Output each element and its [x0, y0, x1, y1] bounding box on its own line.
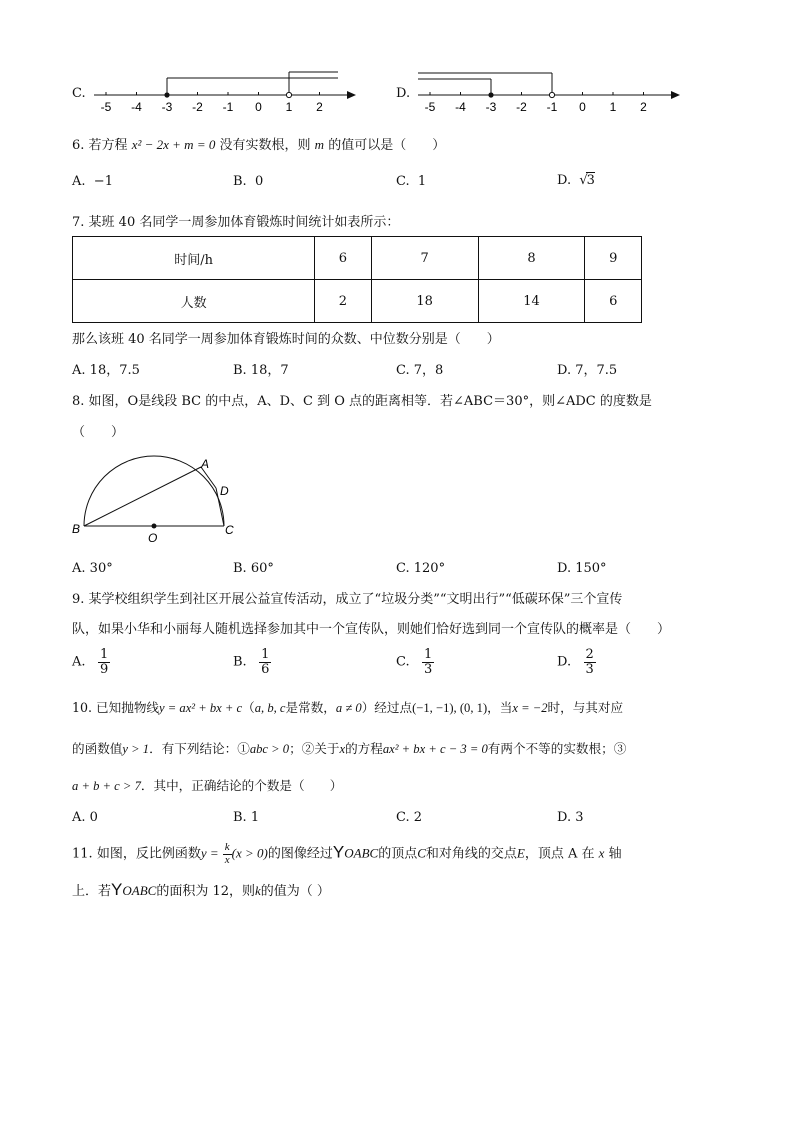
text: 的方程: [345, 741, 383, 756]
fraction-k-over-x: [223, 842, 232, 866]
q7-option-c: [396, 363, 443, 379]
conclusion-2-equation: ax² + bx + c − 3 = 0: [382, 742, 488, 756]
coefficients: a, b, c: [254, 701, 286, 715]
q7-option-a: [72, 363, 140, 379]
text: （: [242, 700, 255, 715]
table-cell: 时间/h: [73, 237, 315, 280]
text: 时，与其对应: [547, 700, 624, 715]
denominator: 3: [424, 661, 433, 677]
option-label: A.: [72, 654, 86, 670]
q8-option-c: [396, 561, 445, 577]
q6-option-c: [396, 174, 426, 190]
function-y: y =: [200, 845, 219, 861]
text: 的图像经过: [267, 846, 333, 862]
label-a: A: [201, 457, 210, 471]
table-cell: 9: [585, 237, 642, 280]
q11-stem-line1: [72, 842, 622, 866]
tick-label: -2: [192, 100, 203, 114]
option-value: 150°: [575, 561, 607, 576]
option-value: 7，8: [413, 363, 444, 378]
text: ，顶点 A 在: [524, 846, 595, 862]
q7-stem: [72, 215, 399, 231]
denominator: 6: [261, 661, 270, 677]
solid-point-minus-3: [488, 92, 493, 97]
tick-label: 0: [579, 100, 586, 114]
condition: a ≠ 0: [335, 701, 362, 715]
option-label: A.: [72, 363, 86, 378]
option-value: 3: [575, 810, 584, 825]
q6-option-d: [557, 172, 595, 189]
text: 的顶点: [378, 846, 418, 862]
q10-option-c: [396, 810, 422, 826]
table-cell: 7: [371, 237, 478, 280]
q6-variable: m: [314, 137, 325, 152]
table-cell: 6: [315, 237, 372, 280]
option-label: D.: [557, 561, 572, 576]
conclusion-1: abc > 0: [249, 742, 290, 756]
q7-option-d: [557, 363, 617, 379]
q6-text-b: 没有实数根，则: [219, 138, 311, 153]
q8-option-a: [72, 561, 113, 577]
table-cell: 2: [315, 280, 372, 323]
parallelogram-symbol: Y: [111, 880, 123, 899]
option-value: 18，7: [250, 363, 289, 378]
q10-option-d: [557, 810, 584, 826]
q10-stem-line1: [72, 700, 623, 716]
option-value: 1: [250, 810, 260, 825]
q8-text: 如图，O是线段 BC 的中点，A、D、C 到 O 点的距离相等．若∠ABC＝30°，则∠ADC 的度数是: [88, 394, 652, 409]
denominator: 3: [585, 661, 594, 677]
option-value: 2: [413, 810, 423, 825]
variable-x: x: [339, 742, 346, 756]
option-value: 3: [586, 173, 595, 188]
numerator: 1: [99, 647, 109, 662]
domain-condition: (x > 0): [231, 845, 268, 861]
solid-point-minus-3: [164, 92, 169, 97]
q7-question: 那么该班 40 名同学一周参加体育锻炼时间的众数、中位数分别是（ ）: [72, 332, 500, 347]
variable-k: k: [255, 883, 261, 898]
sqrt-symbol: √: [579, 173, 588, 188]
axis-x: x: [598, 845, 605, 861]
option-label: B.: [233, 174, 247, 189]
conclusion-3: a + b + c > 7: [72, 779, 141, 793]
q8-option-b: [233, 561, 274, 577]
text: 的值为（ ）: [260, 884, 330, 899]
q6-number: 6.: [72, 138, 85, 153]
denominator: x: [224, 853, 230, 866]
option-label: A.: [72, 174, 86, 189]
q8-answer-paren: （ ）: [72, 425, 125, 440]
q6-option-a: [72, 174, 113, 190]
tick-label: -4: [131, 100, 142, 114]
text: 是常数，: [285, 700, 336, 715]
parabola-equation: y = ax² + bx + c: [159, 701, 243, 715]
q8-number: 8.: [72, 394, 85, 409]
q5-option-d-label: D.: [396, 86, 411, 101]
option-label: A.: [72, 810, 86, 825]
q9-option-d: [557, 648, 596, 676]
y-condition: y > 1: [122, 742, 150, 756]
numerator: 2: [585, 647, 594, 662]
q8-stem: [72, 394, 652, 410]
q9-option-a: [72, 648, 110, 676]
option-label: D.: [557, 810, 572, 825]
hollow-point-minus-1: [549, 92, 554, 97]
x-value: x = −2: [512, 701, 548, 715]
option-value: 0: [254, 174, 264, 189]
q6-text-c: 的值可以是（ ）: [328, 138, 446, 153]
q6-option-b: [233, 174, 263, 190]
table-cell: 6: [585, 280, 642, 323]
q7-text: 某班 40 名同学一周参加体育锻炼时间统计如表所示：: [88, 215, 400, 230]
q9-number: 9.: [72, 592, 85, 607]
option-value: 18，7.5: [89, 363, 140, 378]
numerator: 1: [424, 647, 433, 662]
tick-label: 2: [316, 100, 323, 114]
tick-label: 1: [285, 100, 293, 114]
q10-option-a: [72, 810, 98, 826]
center-point-o: [152, 524, 157, 529]
text: 已知抛物线: [96, 700, 160, 715]
option-value: 60°: [250, 561, 274, 576]
q9-text-line1: 某学校组织学生到社区开展公益宣传活动，成立了“垃圾分类”“文明出行”“低碳环保”三个宣传: [88, 592, 623, 607]
q5-option-c-number-line: [90, 68, 365, 114]
tick-label: -1: [546, 100, 558, 114]
points: (−1, −1), (0, 1): [412, 701, 488, 715]
option-label: C.: [396, 174, 410, 189]
option-value: 7，7.5: [575, 363, 618, 378]
label-c: C: [225, 523, 234, 537]
option-label: C.: [396, 810, 410, 825]
option-label: D.: [557, 654, 572, 670]
option-label: B.: [233, 561, 247, 576]
option-label: B.: [233, 810, 247, 825]
fraction: [98, 648, 110, 676]
q7-option-b: [233, 363, 289, 379]
parallelogram-name: OABC: [122, 883, 157, 898]
tick-label: -5: [424, 100, 436, 114]
q9-option-b: [233, 648, 271, 676]
tick-label: 2: [640, 100, 647, 114]
option-label: A.: [72, 561, 86, 576]
denominator: 9: [99, 661, 109, 677]
q6-text-a: 若方程: [88, 138, 128, 153]
text: ．其中，正确结论的个数是（ ）: [140, 778, 343, 793]
option-value: 0: [89, 810, 98, 825]
tick-label: 1: [609, 100, 617, 114]
point-e: E: [516, 845, 525, 861]
option-label: C.: [396, 363, 410, 378]
option-label: B.: [233, 363, 247, 378]
text: ．有下列结论：①: [149, 741, 250, 756]
table-cell: 18: [371, 280, 478, 323]
tick-label: -1: [222, 100, 234, 114]
table-cell: 14: [478, 280, 585, 323]
q6-stem: [72, 137, 445, 154]
option-label: D.: [557, 363, 572, 378]
text: ，当: [487, 700, 513, 715]
option-label: C.: [396, 654, 410, 670]
option-label: C.: [396, 561, 410, 576]
fraction: [422, 648, 434, 676]
label-d: D: [220, 484, 229, 498]
tick-label: -2: [516, 100, 527, 114]
q10-number: 10.: [72, 700, 93, 715]
vertex-c: C: [417, 845, 426, 861]
tick-label: 0: [255, 100, 262, 114]
q9-stem-line2: 队，如果小华和小丽每人随机选择参加其中一个宣传队，则她们恰好选到同一个宣传队的概率是（ ）: [72, 622, 671, 637]
q5-option-c-label: C.: [72, 86, 86, 101]
option-value: 30°: [89, 561, 113, 576]
text: 如图，反比例函数: [96, 846, 201, 862]
text: ）经过点: [361, 700, 413, 715]
parallelogram-name: OABC: [344, 845, 379, 861]
text: 的面积为 12，则: [156, 884, 255, 899]
table-row: [73, 237, 642, 280]
fraction: [259, 648, 271, 676]
text: 轴: [608, 846, 622, 862]
q6-equation: x² − 2x + m = 0: [131, 137, 216, 152]
q8-option-d: [557, 561, 607, 577]
option-value: 1: [417, 174, 427, 189]
q10-option-b: [233, 810, 259, 826]
tick-label: -4: [455, 100, 466, 114]
q10-stem-line3: [72, 778, 342, 794]
option-value: −1: [93, 174, 113, 189]
table-cell: 人数: [73, 280, 315, 323]
numerator: 1: [261, 647, 270, 662]
text: 有两个不等的实数根；③: [487, 741, 627, 756]
text: 和对角线的交点: [425, 846, 517, 862]
text: ；②关于: [289, 741, 340, 756]
tick-label: -5: [100, 100, 112, 114]
q9-option-c: [396, 648, 434, 676]
q7-stats-table: [72, 236, 642, 323]
parallelogram-symbol: Y: [332, 842, 345, 862]
numerator: k: [224, 841, 230, 853]
q5-option-d-number-line: [414, 68, 689, 114]
q7-number: 7.: [72, 215, 85, 230]
option-value: 120°: [413, 561, 446, 576]
q9-stem-line1: [72, 592, 622, 608]
tick-label: -3: [161, 100, 173, 114]
q11-number: 11.: [72, 846, 93, 862]
table-cell: 8: [478, 237, 585, 280]
q8-semicircle-figure: [66, 448, 246, 548]
text: 的函数值: [72, 741, 123, 756]
option-label: B.: [233, 654, 247, 670]
text: 上．若: [72, 884, 112, 899]
fraction: [584, 648, 596, 676]
label-o: O: [148, 531, 158, 545]
tick-label: -3: [485, 100, 497, 114]
label-b: B: [72, 522, 81, 536]
q10-stem-line2: [72, 741, 626, 757]
hollow-point-1: [286, 92, 291, 97]
q11-stem-line2: [72, 880, 330, 900]
table-row: [73, 280, 642, 323]
option-label: D.: [557, 173, 572, 188]
